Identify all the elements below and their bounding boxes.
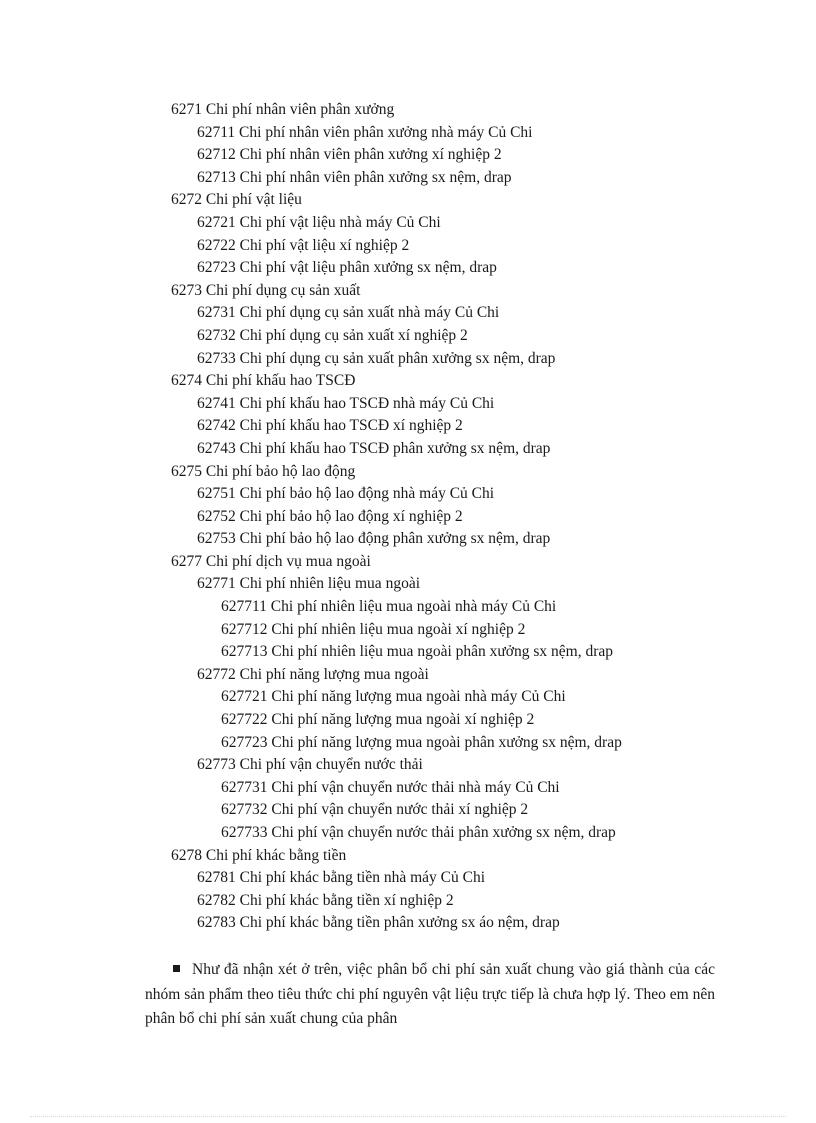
account-item-level-2: 62742 Chi phí khấu hao TSCĐ xí nghiệp 2 [197,417,463,435]
account-item-level-2: 62733 Chi phí dụng cụ sản xuất phân xưởng sx nệm, drap [197,349,556,367]
account-item-level-3: 627732 Chi phí vận chuyển nước thải xí nghiệp 2 [221,801,529,819]
account-item-level-3: 627723 Chi phí năng lượng mua ngoài phân xưởng sx nệm, drap [221,733,622,751]
account-item-level-3: 627713 Chi phí nhiên liệu mua ngoài phân xưởng sx nệm, drap [221,643,613,661]
account-item-level-2: 62772 Chi phí năng lượng mua ngoài [197,665,429,683]
account-item-level-2: 62743 Chi phí khấu hao TSCĐ phân xưởng sx nệm, drap [197,439,551,457]
account-item-level-1: 6271 Chi phí nhân viên phân xưởng [171,101,395,118]
square-bullet-icon [173,965,180,972]
account-item-level-3: 627711 Chi phí nhiên liệu mua ngoài nhà máy Củ Chi [221,598,557,616]
account-item-level-2: 62722 Chi phí vật liệu xí nghiệp 2 [197,236,410,254]
account-item-level-1: 6278 Chi phí khác bằng tiền [171,846,347,864]
account-item-level-1: 6275 Chi phí bảo hộ lao động [171,462,356,480]
account-item-level-2: 62721 Chi phí vật liệu nhà máy Củ Chi [197,213,441,231]
body-paragraph [145,958,715,1032]
account-item-level-2: 62712 Chi phí nhân viên phân xưởng xí nghiệp 2 [197,146,502,164]
account-item-level-2: 62783 Chi phí khác bằng tiền phân xưởng sx áo nệm, drap [197,914,560,932]
account-item-level-2: 62713 Chi phí nhân viên phân xưởng sx nệm, drap [197,168,512,186]
account-item-level-3: 627731 Chi phí vận chuyển nước thải nhà máy Củ Chi [221,778,560,796]
account-item-level-2: 62753 Chi phí bảo hộ lao động phân xưởng sx nệm, drap [197,530,551,548]
account-item-level-2: 62771 Chi phí nhiên liệu mua ngoài [197,575,421,593]
account-item-level-2: 62731 Chi phí dụng cụ sản xuất nhà máy Củ Chi [197,304,500,322]
account-item-level-1: 6273 Chi phí dụng cụ sản xuất [171,281,361,299]
account-item-level-2: 62723 Chi phí vật liệu phân xưởng sx nệm, drap [197,259,497,277]
account-item-level-1: 6272 Chi phí vật liệu [171,191,302,209]
account-item-level-2: 62781 Chi phí khác bằng tiền nhà máy Củ Chi [197,869,486,887]
account-item-level-1: 6277 Chi phí dịch vụ mua ngoài [171,552,371,570]
account-item-level-2: 62773 Chi phí vận chuyển nước thải [197,756,423,774]
account-item-level-2: 62711 Chi phí nhân viên phân xưởng nhà máy Củ Chi [197,123,533,141]
account-item-level-3: 627733 Chi phí vận chuyển nước thải phân xưởng sx nệm, drap [221,824,616,841]
account-item-level-2: 62782 Chi phí khác bằng tiền xí nghiệp 2 [197,891,454,909]
account-item-level-2: 62732 Chi phí dụng cụ sản xuất xí nghiệp 2 [197,326,468,344]
account-item-level-3: 627722 Chi phí năng lượng mua ngoài xí nghiệp 2 [221,711,535,729]
account-item-level-3: 627712 Chi phí nhiên liệu mua ngoài xí nghiệp 2 [221,620,526,638]
page-footer-rule [30,1116,786,1117]
account-list [171,99,771,935]
account-item-level-2: 62741 Chi phí khấu hao TSCĐ nhà máy Củ Chi [197,394,495,412]
account-item-level-2: 62751 Chi phí bảo hộ lao động nhà máy Củ Chi [197,485,495,503]
account-item-level-2: 62752 Chi phí bảo hộ lao động xí nghiệp 2 [197,507,463,525]
paragraph-text: Như đã nhận xét ở trên, việc phân bổ chi phí sản xuất chung vào giá thành của các nhóm sản phẩm theo tiêu thức chi phí nguyên vật liệu trực tiếp là chưa hợp lý. Theo em nên phân bổ chi phí sản xuất chung của phân [145,961,715,1027]
account-item-level-3: 627721 Chi phí năng lượng mua ngoài nhà máy Củ Chi [221,688,566,706]
account-item-level-1: 6274 Chi phí khấu hao TSCĐ [171,372,356,390]
